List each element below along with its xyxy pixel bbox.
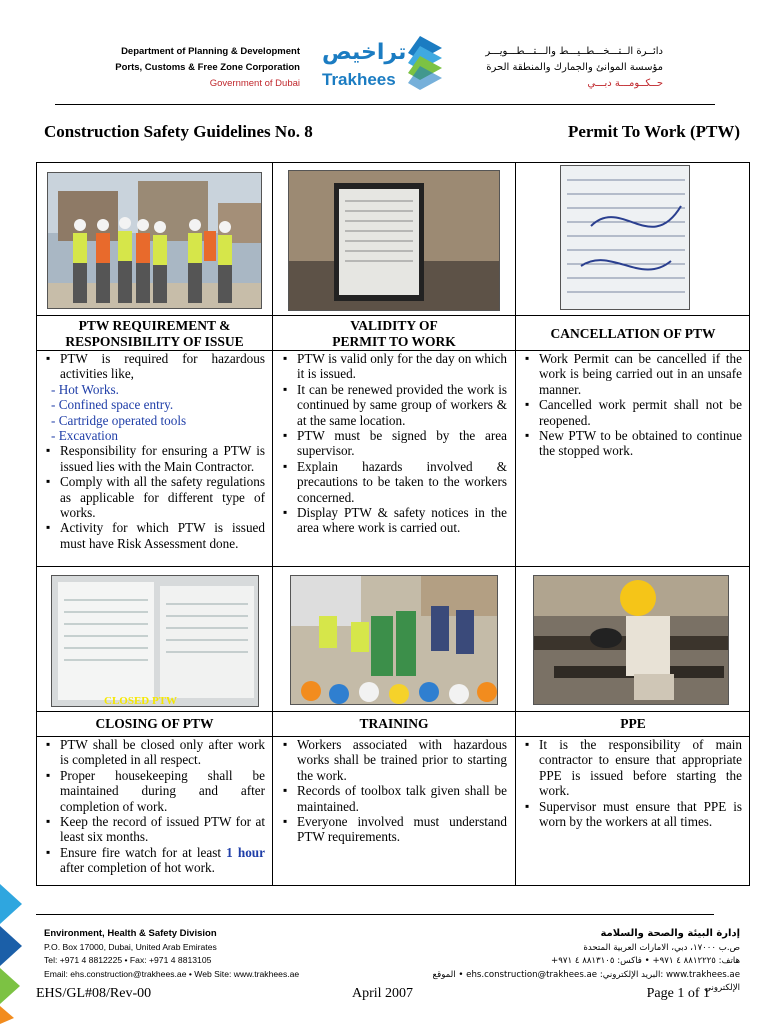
- cell-body-validity: [282, 351, 507, 536]
- cell-body-ptw-requirement: [45, 351, 265, 551]
- list-item: ▪ Keep the record of issued PTW for at least six months.: [45, 814, 265, 845]
- permit-form-photo: [560, 165, 690, 310]
- trench-permit-image: [289, 171, 500, 311]
- document-subject: Permit To Work (PTW): [567, 122, 740, 141]
- cell-title-closing: CLOSING OF PTW: [95, 716, 214, 731]
- header-arabic-block: [455, 44, 663, 92]
- list-item: ▪ PTW is required for hazardous activities like,: [45, 351, 265, 382]
- list-item: ▪ Explain hazards involved & precautions to be taken to the workers concerned.: [282, 459, 507, 505]
- ppe-welder-image: [534, 576, 729, 705]
- cell-title-validity: [273, 318, 515, 350]
- cell-body-training: [282, 737, 507, 845]
- list-item: ▪ Display PTW & safety notices in the area where work is carried out.: [282, 505, 507, 536]
- phone-fax: Tel: +971 4 8812225 • Fax: +971 4 8813105: [44, 955, 212, 965]
- cell-body-closing: [45, 737, 265, 876]
- title-line: PTW REQUIREMENT &: [78, 318, 231, 333]
- list-item: ▪ PTW shall be closed only after work is completed in all respect.: [45, 737, 265, 768]
- training-image: [291, 576, 498, 705]
- footer-divider: [36, 914, 714, 915]
- government-name-arabic: حــكــومـــة دبـــي: [587, 78, 663, 89]
- cell-body-ppe: [524, 737, 742, 829]
- training-photo: [290, 575, 498, 705]
- division-name-arabic: إدارة البيئة والصحة والسلامة: [600, 928, 740, 939]
- footer-english-contact: [44, 927, 299, 981]
- list-item: ▪ Everyone involved must understand PTW requirements.: [282, 814, 507, 845]
- list-item: [45, 845, 265, 876]
- postal-address-arabic: ص.ب ١٧٠٠٠، دبي، الامارات العربية المتحدة: [583, 942, 740, 953]
- list-item: ▪ Cancelled work permit shall not be reopened.: [524, 397, 742, 428]
- logo-arabic-text: تراخيص: [322, 40, 407, 65]
- cell-title-ppe: PPE: [620, 716, 646, 731]
- title-line: RESPONSIBILITY OF ISSUE: [65, 334, 244, 349]
- department-name-arabic: دائــرة الــتـــخـــطــيـــط والـــتـــطـــويـــر: [485, 46, 663, 57]
- workers-group-image: [48, 173, 262, 309]
- title-line: VALIDITY OF: [350, 318, 438, 333]
- table-column-divider: [272, 162, 273, 886]
- title-line: PERMIT TO WORK: [332, 334, 456, 349]
- cell-title-training: TRAINING: [359, 716, 429, 731]
- list-item: ▪ PTW must be signed by the area supervisor.: [282, 428, 507, 459]
- list-item: ▪ It can be renewed provided the work is continued by same group of workers & at the same location.: [282, 382, 507, 428]
- phone-fax-arabic: هاتف: ٨٨١٢٢٢٥ ٤ ٩٧١+ • فاكس: ٨٨١٣١٠٥ ٤ ٩٧١+: [551, 956, 740, 966]
- fire-watch-duration: 1 hour: [226, 844, 265, 860]
- header-english-block: [105, 44, 300, 92]
- header-divider: [55, 104, 715, 105]
- workers-group-photo: [47, 172, 262, 309]
- list-item: ▪ Supervisor must ensure that PPE is worn by the workers at all times.: [524, 799, 742, 830]
- closed-ptw-caption: CLOSED PTW: [104, 695, 178, 707]
- list-item: ▪ Records of toolbox talk given shall be maintained.: [282, 783, 507, 814]
- cell-body-cancellation: [524, 351, 742, 459]
- list-item: ▪ Responsibility for ensuring a PTW is issued lies with the Main Contractor.: [45, 443, 265, 474]
- email-website-arabic: www.trakhees.ae :البريد الإلكتروني: ehs.construction@trakhees.ae • الموقع الإلكتروني: [432, 969, 740, 993]
- table-column-divider: [515, 162, 516, 886]
- division-name: Environment, Health & Safety Division: [44, 928, 217, 939]
- list-item: ▪ New PTW to be obtained to continue the stopped work.: [524, 428, 742, 459]
- government-name: Government of Dubai: [209, 78, 300, 89]
- page-number: Page 1 of 1: [646, 986, 710, 1001]
- trench-permit-photo: [288, 170, 500, 311]
- email-website: Email: ehs.construction@trakhees.ae • Web Site: www.trakhees.ae: [44, 968, 300, 979]
- cartridge-tools-item: - Cartridge operated tools: [51, 412, 187, 428]
- list-item: ▪ Proper housekeeping shall be maintained during and after completion of work.: [45, 768, 265, 814]
- document-date: April 2007: [352, 986, 414, 1001]
- fire-watch-text-end: after completion of hot work.: [60, 860, 215, 876]
- list-item: ▪ Comply with all the safety regulations as applicable for different type of works.: [45, 474, 265, 520]
- decorative-chevrons-icon: [0, 878, 26, 1024]
- logo-english-text: Trakhees: [322, 70, 396, 89]
- corporation-name-arabic: مؤسسة الموانئ والجمارك والمنطقة الحرة: [486, 62, 663, 73]
- list-item: ▪ Workers associated with hazardous works shall be trained prior to starting the work.: [282, 737, 507, 783]
- list-item: ▪ PTW is valid only for the day on which it is issued.: [282, 351, 507, 382]
- department-name: Department of Planning & Development: [121, 46, 300, 57]
- closed-ptw-image: [52, 576, 259, 707]
- list-item: ▪ It is the responsibility of main contractor to ensure that appropriate PPE is issued before starting the work.: [524, 737, 742, 799]
- document-reference: EHS/GL#08/Rev-00: [36, 986, 152, 1001]
- cell-title-cancellation: CANCELLATION OF PTW: [550, 326, 716, 341]
- permit-form-image: [561, 166, 690, 310]
- confined-space-item: - Confined space entry.: [51, 397, 174, 413]
- closed-ptw-photo: [51, 575, 259, 707]
- table-row-divider: [36, 711, 750, 712]
- ppe-welder-photo: [533, 575, 729, 705]
- excavation-item: - Excavation: [51, 428, 119, 444]
- list-item: ▪ Work Permit can be cancelled if the work is being carried out in an unsafe manner.: [524, 351, 742, 397]
- hot-works-item: - Hot Works.: [51, 381, 119, 397]
- table-row-divider: [36, 566, 750, 567]
- corporation-name: Ports, Customs & Free Zone Corporation: [115, 62, 300, 73]
- postal-address: P.O. Box 17000, Dubai, United Arab Emirates: [44, 941, 217, 952]
- document-title: Construction Safety Guidelines No. 8: [44, 122, 313, 141]
- table-row-divider: [36, 315, 750, 316]
- fire-watch-text: Ensure fire watch for at least: [60, 844, 227, 860]
- list-item: ▪ Activity for which PTW is issued must have Risk Assessment done.: [45, 520, 265, 551]
- cell-title-ptw-requirement: [37, 318, 272, 350]
